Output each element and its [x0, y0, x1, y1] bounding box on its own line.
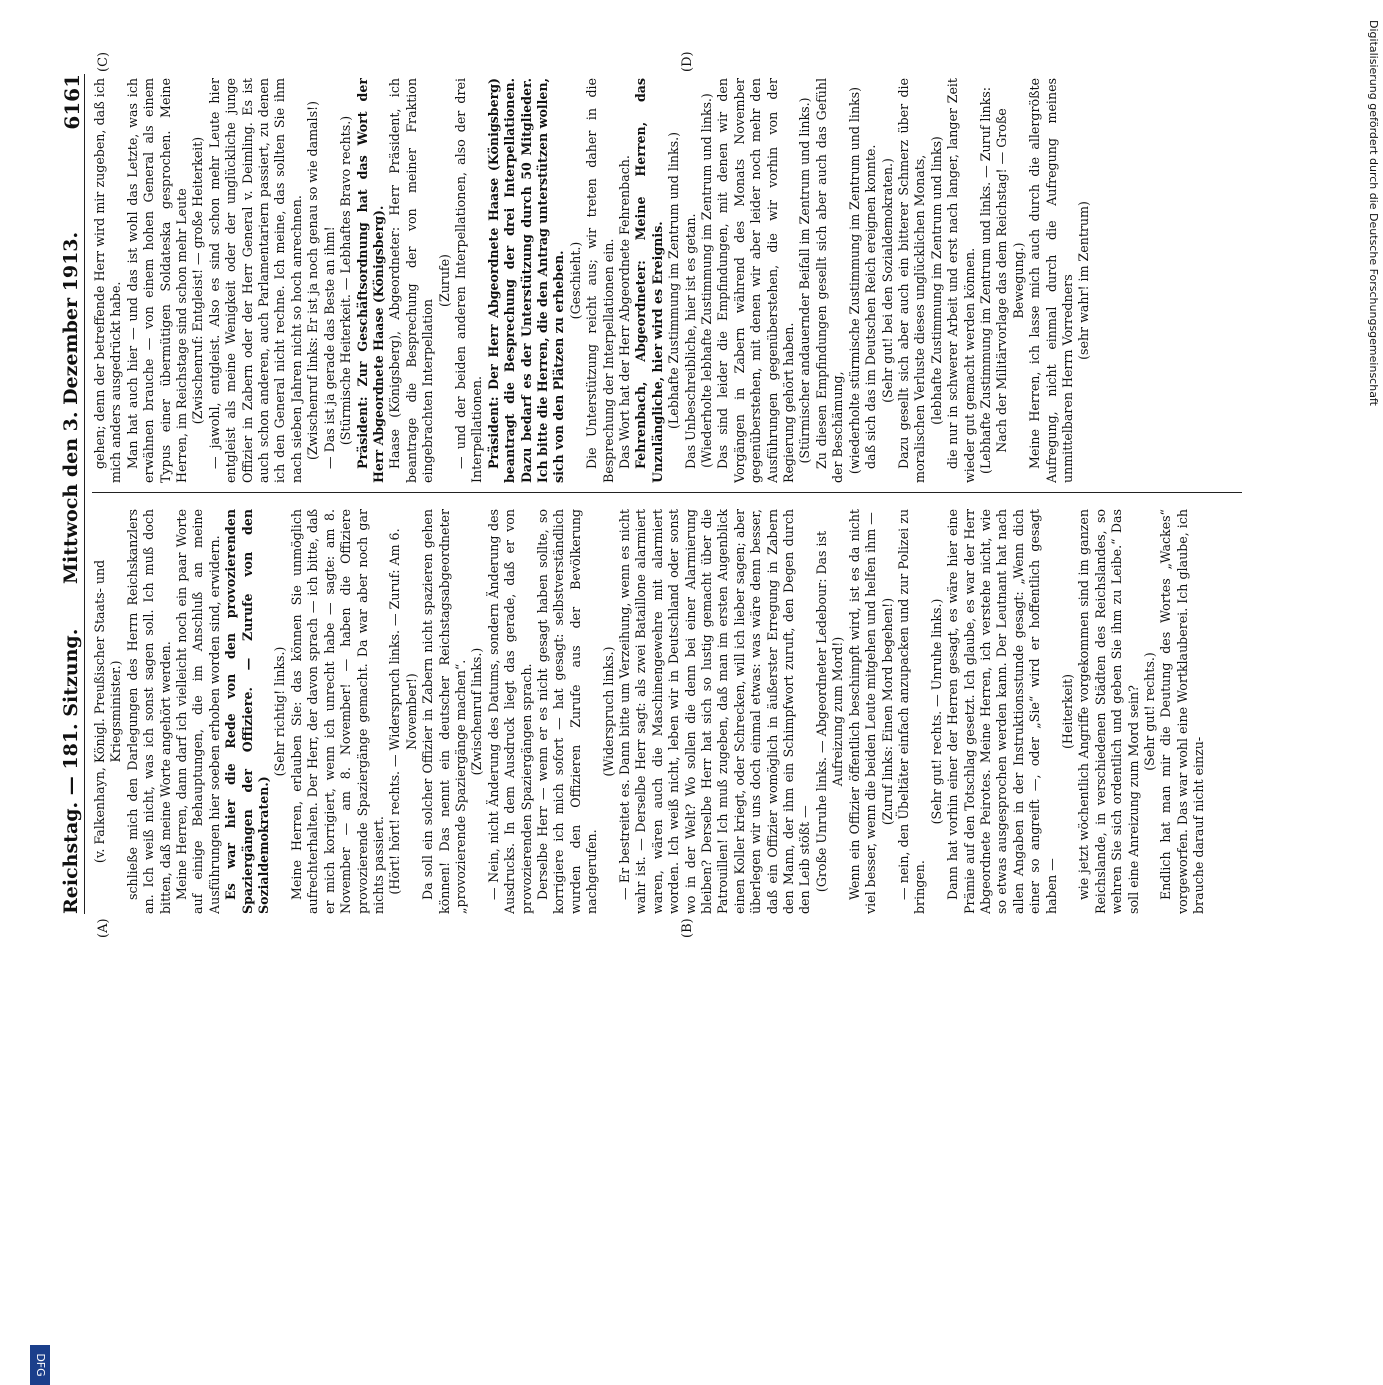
page-number: 6161 — [60, 74, 84, 130]
paragraph: Präsident: Zur Geschäftsordnung hat das Wort der Herr Abgeordnete Haase (Königsberg). — [354, 78, 386, 483]
text-column-right — [92, 78, 1252, 483]
paragraph: Da soll ein solcher Offizier in Zabern nicht spazieren gehen können! Das nennt ein deutscher Reichstagsabgeordneter „provozierende Spaziergänge machen“. — [420, 509, 468, 914]
interjection: (Zwischenruf: Entgleist! — große Heiterkeit) — [190, 136, 206, 425]
interjection: (Lebhafte Zustimmung im Zentrum und links. — Zuruf links: Nach der Militärvorlage das dem Reichstag! — Große Bewegung.) — [977, 87, 1026, 474]
interjection: (Zuruf links: Einen Mord begehen!) — [879, 597, 895, 826]
margin-mark-c: (C) — [96, 51, 111, 72]
interjection: (Sehr gut! bei den Sozialdemokraten.) — [879, 158, 895, 403]
paragraph: — Nein, nicht Änderung des Datums, sondern Änderung des Ausdrucks. In dem Ausdruck liegt das gerade, daß er von provozierenden Spaziergängen sprach. — [485, 509, 534, 914]
interjection: (Hört! hört! rechts. — Widerspruch links. — Zuruf: Am 6. November!) — [387, 528, 419, 895]
paragraph: daß sich das im Deutschen Reich ereignen konnte. — [863, 144, 879, 469]
paragraph: wie jetzt wöchentlich Angriffe vorgekommen sind im ganzen Reichslande, in verschiedenen Städten des Reichslandes, so wehren Sie sich ordentlich und geben Sie ihm zu Leibe.“ Das soll eine Anreizung zum Mord sein? — [1076, 509, 1141, 914]
paragraph: Dazu gesellt sich aber auch ein bitterer Schmerz über die moralischen Verluste dieses unglücklichen Monats, — [895, 78, 928, 483]
margin-mark-d: (D) — [680, 51, 695, 72]
interjection: (sehr wahr! im Zentrum) — [1076, 201, 1092, 360]
running-header — [58, 74, 85, 914]
paragraph: — nein, den Übeltäter einfach anzupacken und zur Polizei zu bringen. — [895, 509, 928, 914]
interjection: (wiederholte stürmische Zustimmung im Zentrum und links) — [846, 86, 862, 475]
interjection: (Lebhafte Zustimmung im Zentrum und links.) — [666, 131, 682, 430]
digitization-credit-text: Digitalisierung gefördert durch die Deutsche Forschungsgemeinschaft — [1367, 20, 1380, 406]
interjection: (Zwischenruf links: Er ist ja noch genau so wie damals!) — [305, 100, 321, 461]
paragraph: die nur in schwerer Arbeit und erst nach langer, langer Zeit wieder gut gemacht werden können. — [945, 78, 977, 483]
interjection: (Widerspruch links.) — [600, 646, 616, 777]
column-divider — [92, 492, 1242, 493]
interjection: (Heiterkeit) — [1059, 674, 1075, 749]
paragraph: Man hat auch hier — und das ist wohl das Letzte, was ich erwähnen brauche — von einem hohen General als einem Typus einer übermütigen Soldateska gesprochen. Meine Herren, im Reichstage sind schon mehr Leute — [124, 78, 190, 483]
paragraph: Zu diesen Empfindungen gesellt sich aber auch das Gefühl der Beschämung, — [813, 78, 846, 483]
header-date: Mittwoch den 3. Dezember 1913. — [60, 231, 82, 584]
text-column-left — [92, 509, 1252, 914]
paragraph: Wenn ein Offizier öffentlich beschimpft wird, ist es da nicht viel besser, wenn die beiden Leute mitgehen und helfen ihm — — [846, 509, 879, 914]
interjection: (v. Falkenhayn, Königl. Preußischer Staats- und Kriegsminister.) — [92, 559, 124, 864]
interjection: (Zwischenruf links.) — [469, 647, 485, 776]
margin-mark-b: (B) — [680, 918, 695, 938]
header-session: Reichstag. — 181. Sitzung. — [60, 628, 82, 914]
paragraph: Endlich hat man mir die Deutung des Wortes „Wackes“ vorgeworfen. Das war wohl eine Wortklauberei. Ich glaube, ich brauche darauf nicht einzu- — [1158, 509, 1207, 914]
digitization-credit — [1360, 20, 1380, 980]
paragraph: gehen; denn der betreffende Herr wird mir zugeben, daß ich mich anders ausgedrückt habe. — [92, 78, 124, 483]
interjection: (Zurufe) — [436, 254, 452, 307]
paragraph: Das Wort hat der Herr Abgeordnete Fehrenbach. — [617, 155, 632, 469]
paragraph: — Er bestreitet es. Dann bitte um Verzeihung, wenn es nicht wahr ist. — Derselbe Herr sagt: als zwei Bataillone alarmiert waren, wären auch die Maschinengewehre mit alarmiert worden. Ich weiß nicht, leben wir in Deutschland oder sonst wo in der Welt? Wo sollen die denn bei einer Alarmierung bleiben? Derselbe Herr hat sich so lustig gemacht über die Patrouillen! Ich muß zugeben, daß man im ersten Augenblick einen Koller kriegt, oder Schrecken, will ich lieber sagen; aber überlegen wir uns doch einmal etwas: was wäre denn besser, daß ein Offizier womöglich in äußerster Erregung in Zabern den Mann, der ihm ein Schimpfwort zuruft, den Degen durch den Leib stößt — — [617, 509, 813, 914]
paragraph: — jawohl, entgleist. Also es sind schon mehr Leute hier entgleist als meine Wenigkeit oder der unglückliche junge Offizier in Zabern oder der Herr General v. Deimling. Es ist auch schon anderen, auch Parlamentariern passiert, zu denen ich den General nicht rechne. Ich meine, das sollten Sie ihm nach sieben Jahren nicht so hoch anrechnen. — [206, 78, 304, 483]
paragraph: Das Unbeschreibliche, hier ist es getan. — [682, 213, 698, 469]
interjection: (Sehr richtig! links.) — [272, 646, 288, 777]
paragraph: Die Unterstützung reicht aus; wir treten daher in die Besprechung der Interpellationen ein. — [584, 78, 616, 483]
paragraph: Präsident: Der Herr Abgeordnete Haase (Königsberg) beantragt die Besprechung der drei Interpellationen. Dazu bedarf es der Unterstützung durch 50 Mitglieder. Ich bitte die Herren, die den Antrag unterstützen wollen, sich von den Plätzen zu erheben. — [485, 78, 567, 483]
paragraph: Fehrenbach, Abgeordneter: Meine Herren, das Unzulängliche, hier wird es Ereignis. — [633, 78, 665, 483]
interjection: (Sehr gut! rechts.) — [1142, 652, 1157, 771]
paragraph: Es war hier die Rede von den provozierenden Spaziergängen der Offiziere. — Zurufe von den Sozialdemokraten.) — [223, 509, 272, 914]
interjection: (lebhafte Zustimmung im Zentrum und links) — [928, 136, 944, 425]
paragraph: Meine Herren, erlauben Sie: das können Sie unmöglich aufrechterhalten. Der Herr, der davon sprach — ich bitte, daß er mich korrigiert, wenn ich unrecht habe — sagte: am 8. November — am 8. November! — haben die Offiziere provozierende Spaziergänge gemacht. Da war aber noch gar nichts passiert. — [288, 509, 386, 914]
paragraph: — und der beiden anderen Interpellationen, also der drei Interpellationen. — [452, 78, 485, 483]
paragraph: — Das ist ja gerade das Beste an ihm! — [321, 226, 337, 469]
margin-mark-a: (A) — [96, 918, 111, 938]
paragraph: schließe mich den Darlegungen des Herrn Reichskanzlers an. Ich weiß nicht, was ich sonst sagen soll. Ich muß doch bitten, daß meine Worte angehört werden. — [124, 509, 173, 914]
interjection: (Wiederholte lebhafte Zustimmung im Zentrum und links.) — [699, 93, 715, 468]
interjection: (Sehr gut! rechts. — Unruhe links.) — [928, 598, 944, 825]
interjection: (Große Unruhe links. — Abgeordneter Ledebour: Das ist Aufreizung zum Mord!) — [813, 530, 846, 893]
paragraph: Dann hat vorhin einer der Herren gesagt, es wäre hier eine Prämie auf den Totschlag gesetzt. Ich glaube, es war der Herr Abgeordnete Peirotes. Meine Herren, ich verstehe nicht, wie so etwas ausgesprochen werden kann. Der Leutnant hat nach allen Angaben in der Instruktionsstunde gesagt: „Wenn dich einer so angreift —, oder „Sie“ wird er hoffentlich gesagt haben — — [945, 509, 1059, 914]
dfg-logo: DFG — [30, 1345, 50, 1385]
paragraph: Derselbe Herr — wenn er es nicht gesagt haben sollte, so korrigiere ich mich sofort — hat gesagt: selbstverständlich wurden den Offizieren Zurufe aus der Bevölkerung nachgerufen. — [534, 509, 600, 914]
paragraph: Meine Herren, ich lasse mich auch durch die allergrößte Aufregung, nicht einmal durch die Aufregung meines unmittelbaren Herrn Vorredners — [1027, 78, 1075, 483]
interjection: (Geschieht.) — [567, 241, 583, 320]
interjection: (Stürmischer andauernder Beifall im Zentrum und links.) — [797, 97, 813, 464]
paragraph: Das sind leider die Empfindungen, mit denen wir den Vorgängen in Zabern während des Monats November gegenüberstehen, mit denen wir aber leider noch mehr den Ausführungen gegenüberstehen, die wir vorhin von der Regierung gehört haben. — [715, 78, 797, 483]
interjection: (Stürmische Heiterkeit. — Lebhaftes Bravo rechts.) — [338, 115, 354, 446]
paragraph: Meine Herren, dann darf ich vielleicht noch ein paar Worte auf einige Behauptungen, die im Anschluß an meine Ausführungen hier soeben erhoben worden sind, erwidern. — [174, 509, 222, 914]
paragraph: Haase (Königsberg), Abgeordneter: Herr Präsident, ich beantrage die Besprechung der von meiner Fraktion eingebrachten Interpellation — [387, 78, 436, 483]
